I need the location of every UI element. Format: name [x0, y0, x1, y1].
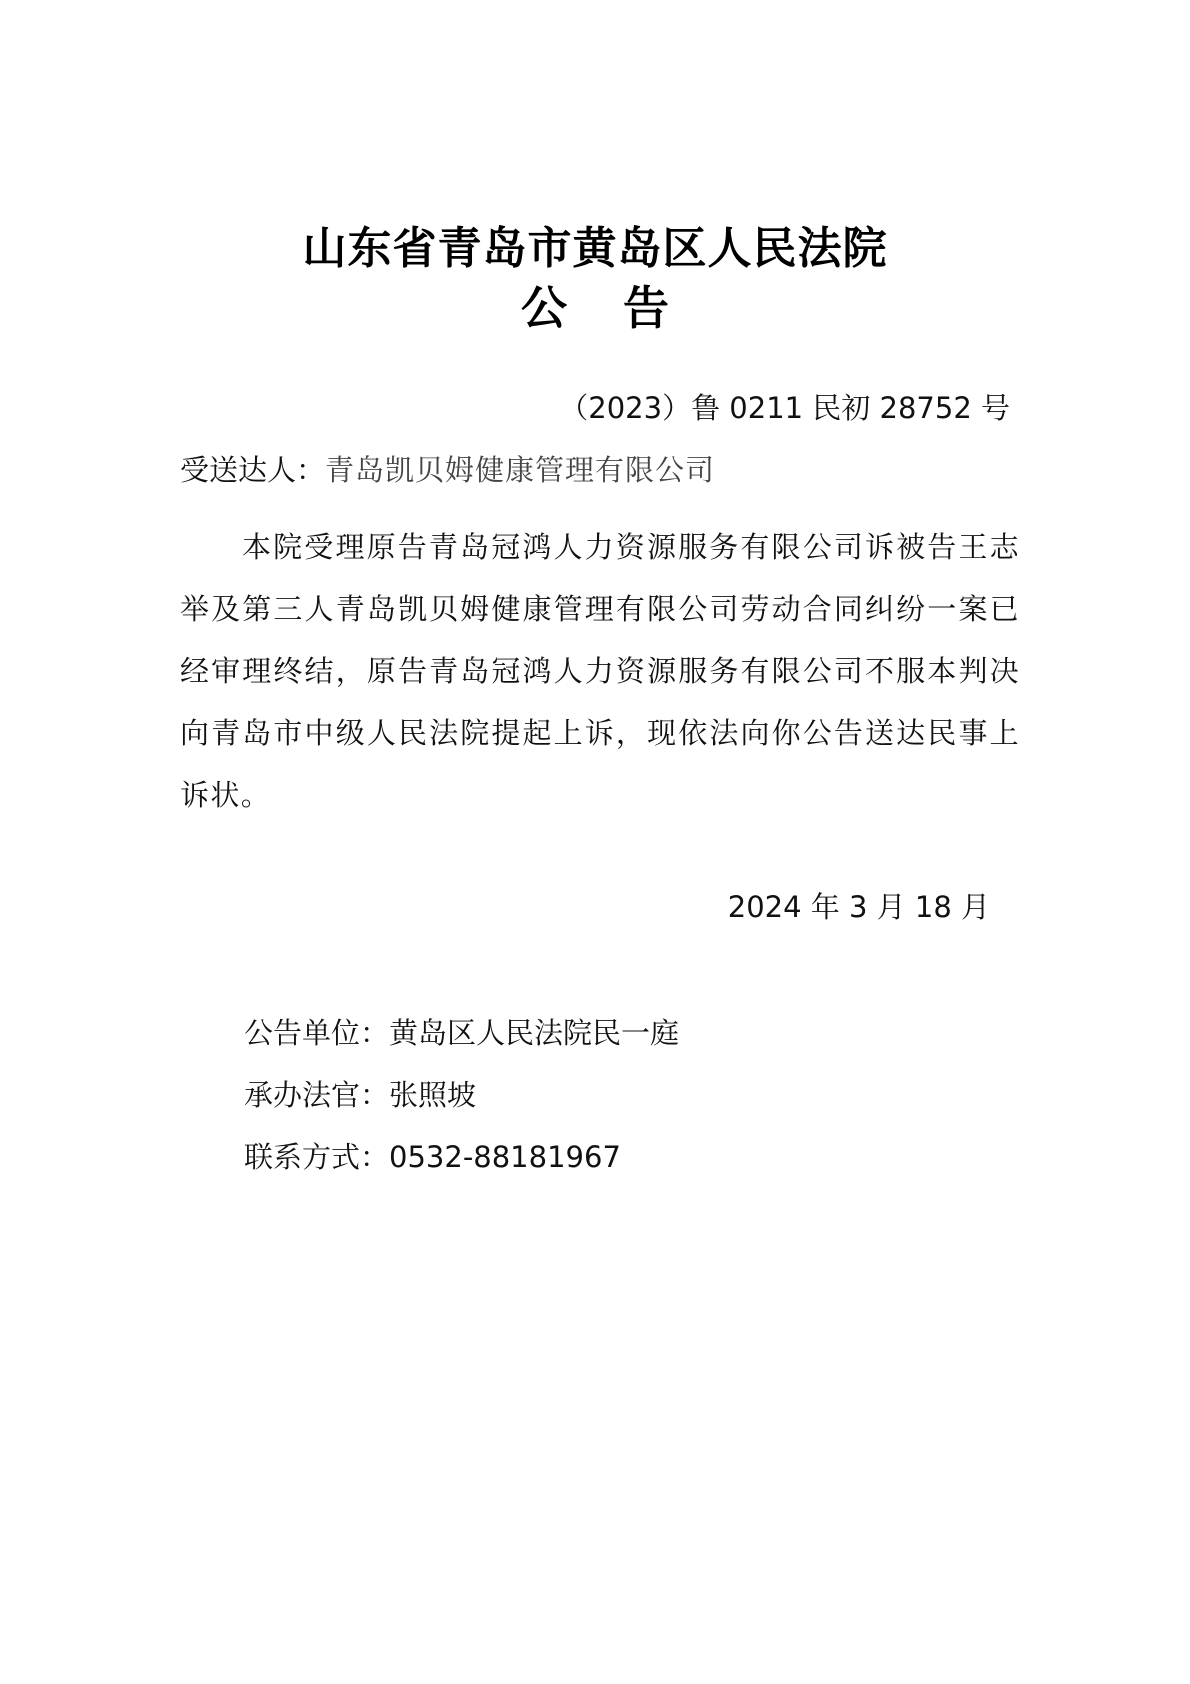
case-number: （2023）鲁 0211 民初 28752 号	[559, 391, 1010, 425]
notice-title: 公告	[521, 281, 725, 335]
judge-line	[244, 1075, 476, 1115]
issuer-value: 黄岛区人民法院民一庭	[389, 1016, 680, 1050]
recipient-line	[180, 450, 715, 490]
court-name-heading: 山东省青岛市黄岛区人民法院	[302, 223, 888, 274]
contact-value: 0532-88181967	[389, 1140, 621, 1174]
issuer-label: 公告单位：	[244, 1016, 390, 1050]
contact-line	[244, 1137, 621, 1177]
notice-body: 本院受理原告青岛冠鸿人力资源服务有限公司诉被告王志举及第三人青岛凯贝姆健康管理有限公司劳动合同纠纷一案已经审理终结，原告青岛冠鸿人力资源服务有限公司不服本判决向青岛市中级人民法院提起上诉，现依法向你公告送达民事上诉状。	[180, 530, 1020, 812]
judge-value: 张照坡	[389, 1078, 477, 1112]
contact-label: 联系方式：	[244, 1140, 390, 1174]
recipient-value: 青岛凯贝姆健康管理有限公司	[325, 453, 716, 487]
judge-label: 承办法官：	[244, 1078, 390, 1112]
recipient-label: 受送达人：	[180, 453, 326, 487]
issuer-line	[244, 1013, 679, 1053]
notice-date: 2024 年 3 月 18 月	[727, 890, 990, 924]
